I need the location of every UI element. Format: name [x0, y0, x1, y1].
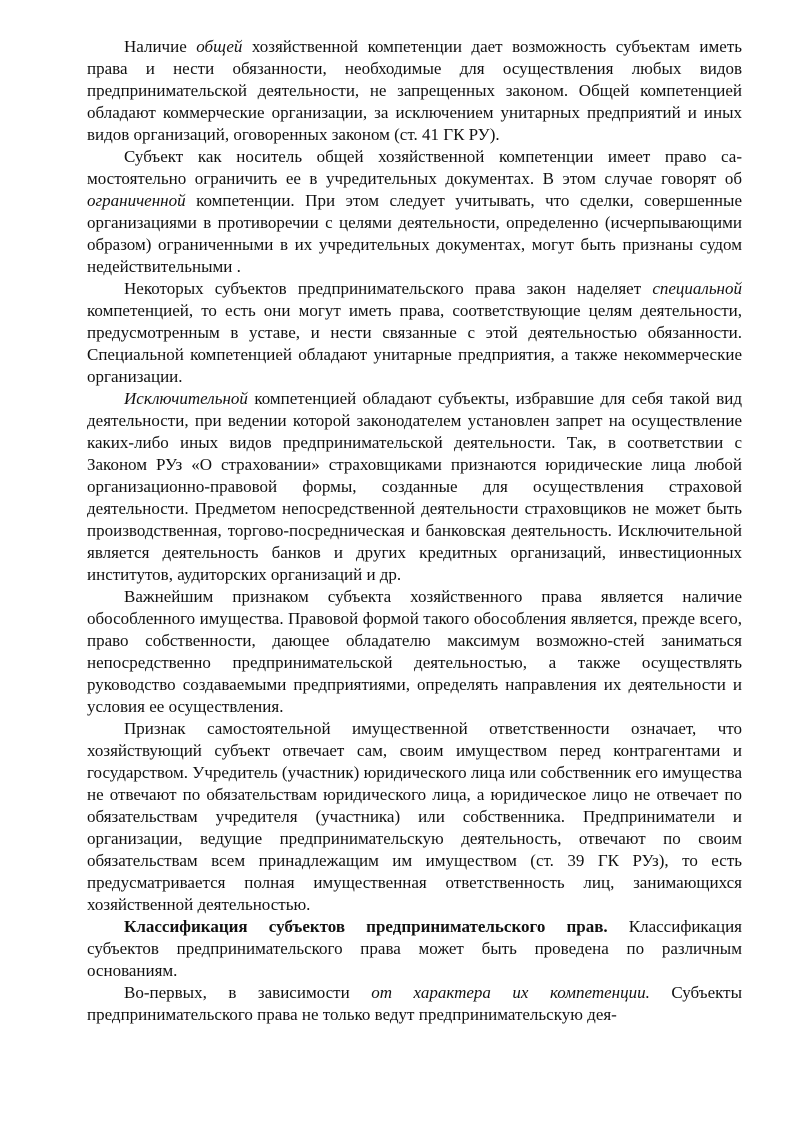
text-run: компетенции. При этом следует учитывать, что сделки, совершенные организациями в противоречии с целями деятельности, определенно (исчерпывающими образом) ограниченными в их учредительных документах, могут быть признаны судом недействительными .: [87, 191, 742, 276]
paragraph-first-criterion: [87, 982, 742, 1026]
italic-term-special: специальной: [652, 279, 742, 298]
text-run: Классификация субъектов предпринимательского права может быть проведена по различным основаниям.: [87, 917, 742, 980]
text-run: компетенцией обладают субъекты, избравшие для себя такой вид деятельности, при ведении которой законодателем установлен запрет на осуществление каких-либо иных видов предпринимательской деятельности. Так, в соответствии с Законом РУз «О страховании» страховщиками признаются юридические лица любой организационно-правовой формы, созданные для осуществления страховой деятельности. Предметом непосредственной деятельности страховщиков не может быть производственная, торгово-посредническая и банковская деятельность. Исключительной является деятельность банков и других кредитных организаций, инвестиционных институтов, аудиторских организаций и др.: [87, 389, 742, 584]
text-run: Некоторых субъектов предпринимательского права закон наделяет: [124, 279, 653, 298]
paragraph-liability: [87, 718, 742, 916]
text-run: Во-первых, в зависимости: [124, 983, 372, 1002]
italic-term-competence-character: от характера их компетенции.: [371, 983, 650, 1002]
text-run: Признак самостоятельной имущественной ответственности означает, что хозяйствующий субъект отвечает сам, своим имуществом перед контрагентами и государством. Учредитель (участник) юридического лица или собственник его имущества не отвечают по обязательствам юридического лица, а юридическое лицо не отвечает по обязательствам учредителя (участника) или собственника. Предприниматели и организации, ведущие предпринимательскую деятельность, отвечают по своим обязательствам всем принадлежащим им имуществом (ст. 39 ГК РУз), то есть предусматривается полная имущественная ответственность лиц, занимающихся хозяйственной деятельностью.: [87, 719, 742, 914]
text-run: Субъект как носитель общей хозяйственной компетенции имеет право са-мостоятельно ограничить ее в учредительных документах. В этом случае говорят об: [87, 147, 742, 188]
text-run: Субъекты предпринимательского права не только ведут предпринимательскую дея-: [87, 983, 743, 1024]
paragraph-separate-property: [87, 586, 742, 718]
italic-term-exclusive: Исключительной: [124, 389, 248, 408]
italic-term-limited: ограниченной: [87, 191, 186, 210]
paragraph-general-competence: [87, 36, 742, 146]
paragraph-classification: [87, 916, 742, 982]
paragraph-exclusive-competence: [87, 388, 742, 586]
paragraph-special-competence: [87, 278, 742, 388]
document-page: [87, 36, 742, 1026]
text-run: Наличие: [124, 37, 197, 56]
text-run: компетенцией, то есть они могут иметь права, соответствующие целям деятельности, предусмотренным в уставе, и нести связанные с этой деятельностью обязанности. Специальной компетенцией обладают унитарные предприятия, а также некоммерческие организации.: [87, 301, 742, 386]
paragraph-limited-competence: [87, 146, 742, 278]
section-heading-classification: Классификация субъектов предпринимательского прав.: [124, 917, 608, 936]
text-run: Важнейшим признаком субъекта хозяйственного права является наличие обособленного имущества. Правовой формой такого обособления является, прежде всего, право собственности, дающее обладателю максимум возможно-стей заниматься непосредственно предпринимательской деятельностью, а также осуществлять руководство создаваемыми предприятиями, определять направления их деятельности и условия ее осуществления.: [87, 587, 742, 716]
italic-term-general: общей: [196, 37, 243, 56]
text-run: хозяйственной компетенции дает возможность субъектам иметь права и нести обязанности, необходимые для осуществления любых видов предпринимательской деятельности, не запрещенных законом. Общей компетенцией обладают коммерческие организации, за исключением унитарных предприятий и иных видов организаций, оговоренных законом (ст. 41 ГК РУ).: [87, 37, 743, 144]
